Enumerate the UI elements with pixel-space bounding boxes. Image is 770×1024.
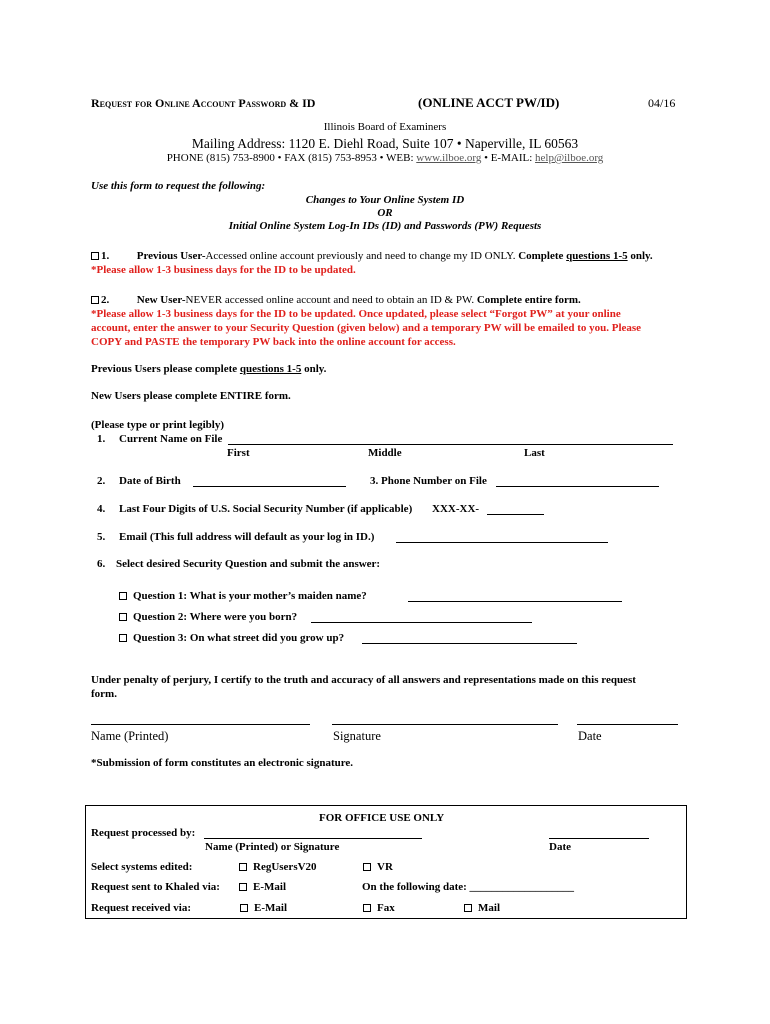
contact-line xyxy=(0,152,770,164)
q1-number: 1. xyxy=(97,433,106,445)
intro-line-3: Initial Online System Log-In IDs (ID) and Passwords (PW) Requests xyxy=(228,220,542,232)
option-1-num: 1. xyxy=(101,250,110,262)
checkbox-icon[interactable] xyxy=(119,634,127,642)
security-question-2[interactable]: Question 2: Where were you born? xyxy=(119,611,297,623)
form-title: Request for Online Account Password & ID xyxy=(91,96,316,110)
signature-label: Signature xyxy=(333,729,381,743)
current-name-field[interactable] xyxy=(228,444,673,445)
regusers-option[interactable]: RegUsersV20 xyxy=(239,861,317,873)
processed-date-field[interactable] xyxy=(549,838,649,839)
option-2-complete: Complete entire form. xyxy=(476,294,581,306)
signature-field[interactable] xyxy=(332,724,558,725)
option-2-text: NEVER accessed online account and need to obtain an ID & PW. xyxy=(185,294,475,306)
security-answer-3-field[interactable] xyxy=(362,643,577,644)
security-question-1[interactable]: Question 1: What is your mother’s maiden name? xyxy=(119,590,367,602)
q2-number: 2. xyxy=(97,475,106,487)
certify-line-2: form. xyxy=(91,688,117,700)
checkbox-icon[interactable] xyxy=(119,592,127,600)
checkbox-icon[interactable] xyxy=(363,904,371,912)
previous-users-instruction: Previous Users please complete questions 1-5 only. xyxy=(91,363,327,375)
option-2-note-2: account, enter the answer to your Security Question (given below) and a temporary PW will be emailed to you. Please xyxy=(91,322,642,334)
sent-email-option[interactable]: E-Mail xyxy=(239,881,286,893)
date-label: Date xyxy=(578,729,602,743)
certify-line-1: Under penalty of perjury, I certify to the truth and accuracy of all answers and representations made on this request xyxy=(91,674,636,686)
option-1-only: only. xyxy=(630,250,653,262)
option-1-questions: questions 1-5 xyxy=(566,250,628,262)
middle-label: Middle xyxy=(368,447,402,459)
legibly-note: (Please type or print legibly) xyxy=(91,419,224,431)
option-1-complete: Complete xyxy=(518,250,564,262)
org-name: Illinois Board of Examiners xyxy=(323,121,447,133)
option-2-note-1: *Please allow 1-3 business days for the ID to be updated. Once updated, please select “Forgot PW” at your online xyxy=(91,308,621,320)
received-mail-option[interactable]: Mail xyxy=(464,902,500,914)
option-2-note-3: COPY and PASTE the temporary PW back into the online account for access. xyxy=(91,336,456,348)
q5-number: 5. xyxy=(97,531,106,543)
q5-label: Email (This full address will default as your log in ID.) xyxy=(119,531,375,543)
received-via-label: Request received via: xyxy=(91,902,191,914)
checkbox-icon[interactable] xyxy=(363,863,371,871)
name-printed-field[interactable] xyxy=(91,724,310,725)
option-1-text: Accessed online account previously and need to change my ID ONLY. xyxy=(205,250,516,262)
q4-number: 4. xyxy=(97,503,106,515)
form-date: 04/16 xyxy=(648,96,676,110)
phone-number-field[interactable] xyxy=(496,486,659,487)
processed-by-label: Request processed by: xyxy=(91,827,196,839)
intro-or: OR xyxy=(377,207,393,219)
office-date-label: Date xyxy=(549,841,571,853)
option-2-title: New User- xyxy=(136,294,186,306)
received-fax-option[interactable]: Fax xyxy=(363,902,395,914)
q6-number: 6. xyxy=(97,558,106,570)
q4-label: Last Four Digits of U.S. Social Security Number (if applicable) xyxy=(119,503,413,515)
option-1-title: Previous User- xyxy=(136,250,206,262)
name-printed-label: Name (Printed) xyxy=(91,729,169,743)
security-answer-2-field[interactable] xyxy=(311,622,532,623)
q3-label: 3. Phone Number on File xyxy=(370,475,487,487)
checkbox-icon[interactable] xyxy=(239,883,247,891)
new-users-instruction: New Users please complete ENTIRE form. xyxy=(91,390,291,402)
processed-by-field[interactable] xyxy=(204,838,422,839)
email-field[interactable] xyxy=(396,542,608,543)
checkbox-icon[interactable] xyxy=(239,863,247,871)
vr-option[interactable]: VR xyxy=(363,861,393,873)
checkbox-icon[interactable] xyxy=(119,613,127,621)
checkbox-icon[interactable] xyxy=(464,904,472,912)
checkbox-icon[interactable] xyxy=(91,252,99,260)
ssn-last-four-field[interactable] xyxy=(487,514,544,515)
date-field[interactable] xyxy=(577,724,678,725)
name-or-signature-label: Name (Printed) or Signature xyxy=(205,841,340,853)
mailing-address: Mailing Address: 1120 E. Diehl Road, Suite 107 • Naperville, IL 60563 xyxy=(191,136,579,151)
use-form-text: Use this form to request the following: xyxy=(91,180,266,192)
option-2-num: 2. xyxy=(101,294,110,306)
option-1-note: *Please allow 1-3 business days for the ID to be updated. xyxy=(91,264,356,276)
received-email-option[interactable]: E-Mail xyxy=(240,902,287,914)
ssn-prefix: XXX-XX- xyxy=(432,503,480,515)
email-link[interactable]: help@ilboe.org xyxy=(535,152,604,164)
checkbox-icon[interactable] xyxy=(91,296,99,304)
sent-to-label: Request sent to Khaled via: xyxy=(91,881,220,893)
q6-label: Select desired Security Question and submit the answer: xyxy=(116,558,381,570)
checkbox-icon[interactable] xyxy=(240,904,248,912)
following-date[interactable]: On the following date: ___________________ xyxy=(362,881,575,893)
date-of-birth-field[interactable] xyxy=(193,486,346,487)
option-new-user[interactable] xyxy=(91,294,581,306)
first-label: First xyxy=(227,447,250,459)
q2-label: Date of Birth xyxy=(119,475,181,487)
security-answer-1-field[interactable] xyxy=(408,601,622,602)
security-question-3[interactable]: Question 3: On what street did you grow up? xyxy=(119,632,344,644)
phone-fax: PHONE (815) 753-8900 • FAX (815) 753-8953 • WEB: xyxy=(166,152,414,164)
form-code: (ONLINE ACCT PW/ID) xyxy=(418,95,560,110)
office-use-title: FOR OFFICE USE ONLY xyxy=(319,812,445,824)
intro-line-1: Changes to Your Online System ID xyxy=(305,194,465,206)
web-link[interactable]: www.ilboe.org xyxy=(416,152,482,164)
option-previous-user[interactable] xyxy=(91,250,653,262)
email-label: • E-MAIL: xyxy=(484,152,533,164)
systems-edited-label: Select systems edited: xyxy=(91,861,193,873)
e-signature-note: *Submission of form constitutes an electronic signature. xyxy=(91,757,354,769)
last-label: Last xyxy=(524,447,545,459)
q1-label: Current Name on File xyxy=(119,433,223,445)
